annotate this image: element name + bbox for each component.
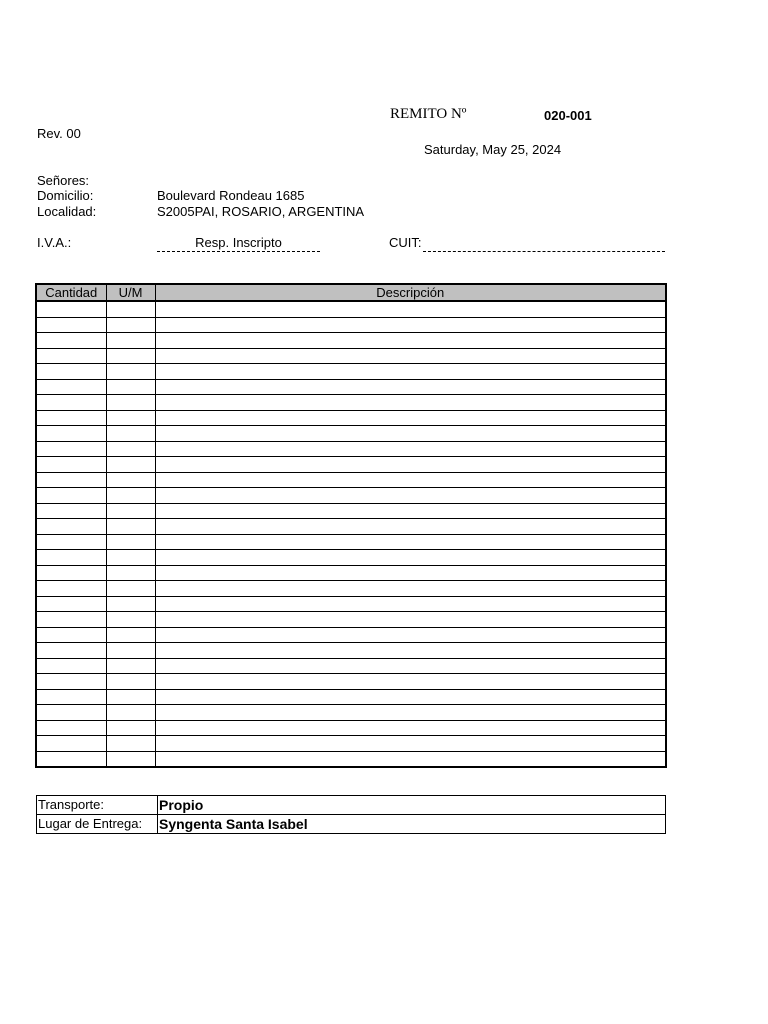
descripcion-cell[interactable] [155, 333, 666, 349]
cantidad-cell[interactable] [36, 627, 106, 643]
remito-title: REMITO Nº [390, 106, 467, 122]
table-row [36, 736, 666, 752]
cantidad-cell[interactable] [36, 410, 106, 426]
um-cell[interactable] [106, 627, 155, 643]
descripcion-cell[interactable] [155, 379, 666, 395]
um-cell[interactable] [106, 410, 155, 426]
descripcion-cell[interactable] [155, 627, 666, 643]
cantidad-cell[interactable] [36, 379, 106, 395]
descripcion-cell[interactable] [155, 410, 666, 426]
table-row [36, 689, 666, 705]
lugar-entrega-row [37, 815, 666, 834]
senores-label: Señores: [37, 173, 90, 188]
um-cell[interactable] [106, 534, 155, 550]
table-row [36, 612, 666, 628]
descripcion-cell[interactable] [155, 317, 666, 333]
descripcion-cell[interactable] [155, 658, 666, 674]
descripcion-cell[interactable] [155, 705, 666, 721]
table-row [36, 317, 666, 333]
cantidad-cell[interactable] [36, 720, 106, 736]
um-cell[interactable] [106, 364, 155, 380]
um-cell[interactable] [106, 643, 155, 659]
items-table-header [36, 284, 666, 301]
table-row [36, 705, 666, 721]
cantidad-cell[interactable] [36, 751, 106, 767]
descripcion-cell[interactable] [155, 550, 666, 566]
um-cell[interactable] [106, 395, 155, 411]
cantidad-cell[interactable] [36, 550, 106, 566]
iva-label: I.V.A.: [37, 235, 72, 250]
um-cell[interactable] [106, 658, 155, 674]
cantidad-cell[interactable] [36, 643, 106, 659]
um-cell[interactable] [106, 736, 155, 752]
descripcion-cell[interactable] [155, 301, 666, 317]
descripcion-cell[interactable] [155, 441, 666, 457]
cantidad-cell[interactable] [36, 534, 106, 550]
cantidad-cell[interactable] [36, 674, 106, 690]
descripcion-cell[interactable] [155, 364, 666, 380]
table-row [36, 301, 666, 317]
table-row [36, 643, 666, 659]
items-table [35, 283, 667, 768]
descripcion-cell[interactable] [155, 596, 666, 612]
descripcion-cell[interactable] [155, 488, 666, 504]
cantidad-cell[interactable] [36, 457, 106, 473]
um-cell[interactable] [106, 488, 155, 504]
cantidad-cell[interactable] [36, 317, 106, 333]
table-row [36, 550, 666, 566]
um-cell[interactable] [106, 503, 155, 519]
table-row [36, 348, 666, 364]
um-cell[interactable] [106, 457, 155, 473]
table-row [36, 627, 666, 643]
descripcion-cell[interactable] [155, 720, 666, 736]
cantidad-cell[interactable] [36, 581, 106, 597]
um-cell[interactable] [106, 751, 155, 767]
um-cell[interactable] [106, 348, 155, 364]
cantidad-cell[interactable] [36, 689, 106, 705]
table-row [36, 364, 666, 380]
transport-row [37, 796, 666, 815]
um-cell[interactable] [106, 596, 155, 612]
table-row [36, 395, 666, 411]
um-cell[interactable] [106, 333, 155, 349]
cantidad-cell[interactable] [36, 519, 106, 535]
descripcion-cell[interactable] [155, 348, 666, 364]
table-row [36, 333, 666, 349]
cantidad-cell[interactable] [36, 333, 106, 349]
descripcion-cell[interactable] [155, 736, 666, 752]
descripcion-cell[interactable] [155, 472, 666, 488]
descripcion-cell[interactable] [155, 612, 666, 628]
cantidad-cell[interactable] [36, 441, 106, 457]
cantidad-cell[interactable] [36, 364, 106, 380]
um-cell[interactable] [106, 379, 155, 395]
um-cell[interactable] [106, 689, 155, 705]
remito-number: 020-001 [544, 108, 592, 123]
table-row [36, 751, 666, 767]
descripcion-cell[interactable] [155, 426, 666, 442]
um-cell[interactable] [106, 317, 155, 333]
cantidad-cell[interactable] [36, 301, 106, 317]
table-row [36, 472, 666, 488]
um-cell[interactable] [106, 519, 155, 535]
domicilio-value: Boulevard Rondeau 1685 [157, 188, 305, 203]
um-cell[interactable] [106, 550, 155, 566]
revision-label: Rev. 00 [37, 126, 81, 141]
descripcion-cell[interactable] [155, 395, 666, 411]
cantidad-cell[interactable] [36, 736, 106, 752]
items-table-body [36, 301, 666, 767]
um-cell[interactable] [106, 674, 155, 690]
table-row [36, 426, 666, 442]
um-cell[interactable] [106, 426, 155, 442]
table-row [36, 503, 666, 519]
cantidad-cell[interactable] [36, 472, 106, 488]
cantidad-cell[interactable] [36, 488, 106, 504]
cantidad-cell[interactable] [36, 705, 106, 721]
um-cell[interactable] [106, 612, 155, 628]
cantidad-cell[interactable] [36, 658, 106, 674]
cantidad-cell[interactable] [36, 503, 106, 519]
header-cantidad: Cantidad [36, 284, 106, 301]
document-date: Saturday, May 25, 2024 [424, 142, 562, 157]
table-row [36, 488, 666, 504]
um-cell[interactable] [106, 581, 155, 597]
cantidad-cell[interactable] [36, 426, 106, 442]
descripcion-cell[interactable] [155, 581, 666, 597]
table-row [36, 596, 666, 612]
descripcion-cell[interactable] [155, 643, 666, 659]
header-descripcion: Descripción [155, 284, 666, 301]
domicilio-label: Domicilio: [37, 188, 94, 203]
descripcion-cell[interactable] [155, 519, 666, 535]
um-cell[interactable] [106, 301, 155, 317]
lugar-entrega-label: Lugar de Entrega: [37, 815, 158, 834]
cuit-label: CUIT: [389, 235, 422, 250]
descripcion-cell[interactable] [155, 751, 666, 767]
localidad-value: S2005PAI, ROSARIO, ARGENTINA [157, 204, 365, 219]
um-cell[interactable] [106, 720, 155, 736]
table-row [36, 410, 666, 426]
cuit-field [423, 235, 665, 252]
table-row [36, 720, 666, 736]
table-row [36, 519, 666, 535]
transporte-value: Propio [158, 796, 666, 815]
cantidad-cell[interactable] [36, 612, 106, 628]
descripcion-cell[interactable] [155, 689, 666, 705]
table-row [36, 581, 666, 597]
cantidad-cell[interactable] [36, 395, 106, 411]
um-cell[interactable] [106, 565, 155, 581]
um-cell[interactable] [106, 441, 155, 457]
table-row [36, 658, 666, 674]
localidad-label: Localidad: [37, 204, 97, 219]
cantidad-cell[interactable] [36, 596, 106, 612]
cantidad-cell[interactable] [36, 348, 106, 364]
transporte-label: Transporte: [37, 796, 158, 815]
table-row [36, 674, 666, 690]
um-cell[interactable] [106, 705, 155, 721]
table-row [36, 534, 666, 550]
um-cell[interactable] [106, 472, 155, 488]
descripcion-cell[interactable] [155, 565, 666, 581]
iva-field: Resp. Inscripto [157, 235, 320, 252]
descripcion-cell[interactable] [155, 457, 666, 473]
cantidad-cell[interactable] [36, 565, 106, 581]
table-row [36, 379, 666, 395]
lugar-entrega-value: Syngenta Santa Isabel [158, 815, 666, 834]
table-row [36, 457, 666, 473]
table-row [36, 565, 666, 581]
descripcion-cell[interactable] [155, 534, 666, 550]
transport-table [36, 795, 666, 834]
descripcion-cell[interactable] [155, 674, 666, 690]
header-um: U/M [106, 284, 155, 301]
table-row [36, 441, 666, 457]
descripcion-cell[interactable] [155, 503, 666, 519]
